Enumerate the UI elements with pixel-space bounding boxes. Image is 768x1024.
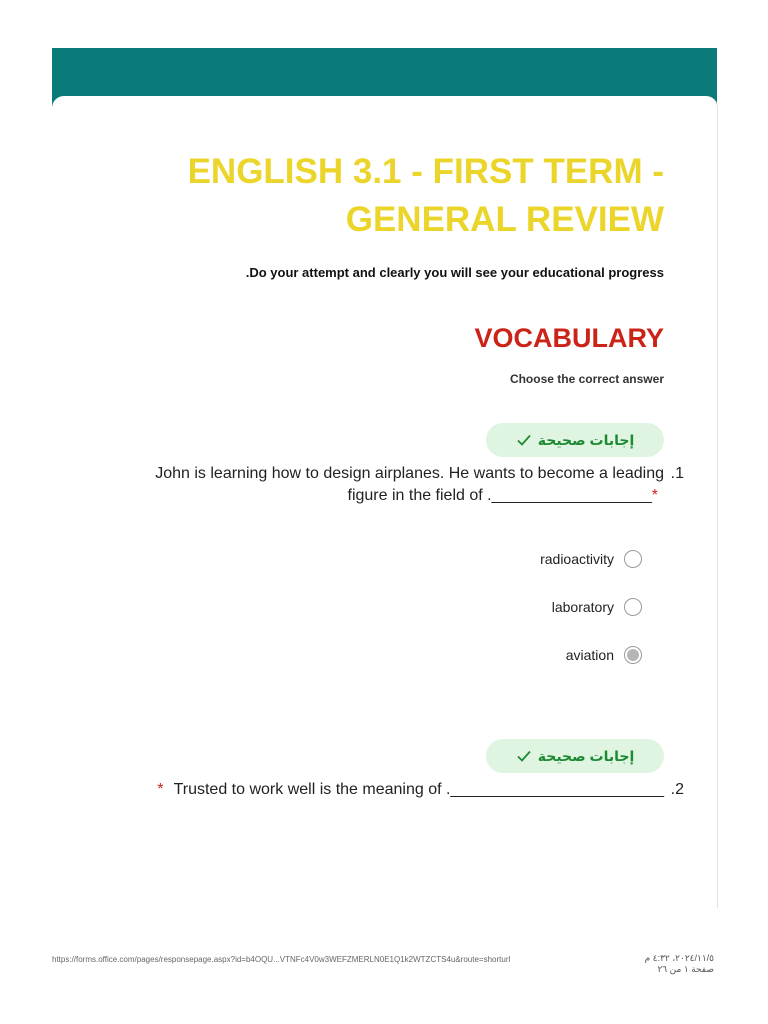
- radio-button[interactable]: [624, 550, 642, 568]
- check-icon: [516, 432, 532, 448]
- form-title: ENGLISH 3.1 - FIRST TERM - GENERAL REVIEW: [187, 152, 664, 239]
- required-mark: *: [157, 781, 164, 798]
- footer-info: [645, 953, 714, 975]
- radio-dot: [627, 649, 639, 661]
- option-label: aviation: [565, 647, 614, 663]
- question-number: .1: [670, 465, 684, 482]
- badge-label: إجابات صحيحة: [537, 431, 635, 448]
- option-radioactivity[interactable]: [540, 548, 642, 570]
- option-laboratory[interactable]: [552, 596, 642, 618]
- badge-label: إجابات صحيحة: [537, 747, 635, 764]
- section-title: VOCABULARY: [474, 323, 664, 353]
- required-mark: *: [651, 486, 658, 504]
- footer-timestamp: ٢٠٢٤/١١/٥، ٤:٣٢ م: [644, 953, 714, 963]
- correct-answers-badge: [486, 423, 664, 457]
- option-label: laboratory: [551, 599, 614, 615]
- form-subtitle: .Do your attempt and clearly you will see your educational progress: [245, 265, 664, 280]
- question-text: Trusted to work well is the meaning of .________________________: [173, 781, 664, 798]
- question-2: [157, 781, 684, 799]
- option-aviation[interactable]: [566, 644, 642, 666]
- check-icon: [516, 748, 532, 764]
- option-label: radioactivity: [540, 551, 614, 567]
- footer-url: https://forms.office.com/pages/responsepage.aspx?id=b4OQU...VTNFc4V0w3WEFZMERLN0E1Q1k2WTZCTS4u&route=shorturl: [52, 955, 511, 964]
- radio-button-selected[interactable]: [624, 646, 642, 664]
- question-number: .2: [670, 781, 684, 798]
- correct-answers-badge: [486, 739, 664, 773]
- radio-button[interactable]: [624, 598, 642, 616]
- footer-page-number: صفحة ١ من ٢٦: [657, 964, 714, 974]
- question-1: [134, 463, 684, 506]
- question-text: John is learning how to design airplanes. He wants to become a leading figure in the field of .__________________: [155, 465, 664, 504]
- section-subtitle: Choose the correct answer: [509, 372, 664, 386]
